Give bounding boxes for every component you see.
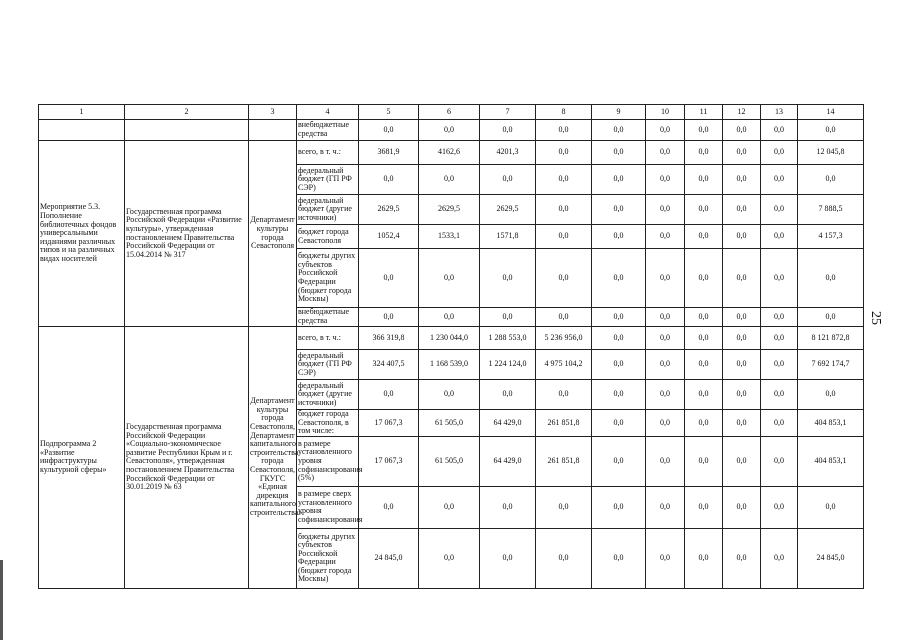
value-cell: 1571,8	[480, 225, 536, 249]
value-cell: 0,0	[536, 528, 592, 588]
value-cell: 0,0	[646, 120, 685, 141]
header-cell: 8	[536, 105, 592, 120]
scan-edge-mark	[0, 560, 3, 640]
table-row	[39, 327, 864, 350]
value-cell: 0,0	[592, 141, 646, 165]
value-cell: 4 157,3	[798, 225, 864, 249]
value-cell: 0,0	[536, 225, 592, 249]
value-cell: 0,0	[646, 410, 685, 437]
value-cell: 0,0	[592, 410, 646, 437]
value-cell: 0,0	[761, 249, 798, 308]
value-cell: 17 067,3	[359, 436, 419, 486]
value-cell: 0,0	[761, 165, 798, 195]
funding-source-cell: всего, в т. ч.:	[297, 141, 359, 165]
value-cell: 0,0	[685, 327, 723, 350]
header-cell: 11	[685, 105, 723, 120]
value-cell: 0,0	[723, 528, 761, 588]
value-cell: 404 853,1	[798, 410, 864, 437]
funding-source-cell: всего, в т. ч.:	[297, 327, 359, 350]
value-cell: 0,0	[646, 195, 685, 225]
value-cell: 0,0	[646, 380, 685, 410]
value-cell: 0,0	[798, 120, 864, 141]
value-cell: 61 505,0	[419, 436, 480, 486]
value-cell: 0,0	[592, 225, 646, 249]
table-row	[39, 120, 864, 141]
value-cell: 0,0	[592, 195, 646, 225]
funding-source-cell: внебюджетные средства	[297, 308, 359, 327]
header-cell: 6	[419, 105, 480, 120]
value-cell: 12 045,8	[798, 141, 864, 165]
value-cell: 0,0	[592, 165, 646, 195]
executor-cell: Департамент культуры города Севастополя, Департамент капитального строительства города Севастополя, ГКУГС «Единая дирекция капитального строительства»	[249, 327, 297, 589]
value-cell: 0,0	[480, 165, 536, 195]
executor-cell: Департамент культуры города Севастополя	[249, 141, 297, 327]
budget-table	[38, 104, 864, 589]
value-cell: 0,0	[723, 165, 761, 195]
value-cell: 7 692 174,7	[798, 350, 864, 380]
value-cell: 0,0	[723, 249, 761, 308]
value-cell: 0,0	[723, 436, 761, 486]
value-cell: 1 168 539,0	[419, 350, 480, 380]
blank-cell	[249, 120, 297, 141]
value-cell: 3681,9	[359, 141, 419, 165]
value-cell: 0,0	[419, 486, 480, 528]
header-cell: 5	[359, 105, 419, 120]
value-cell: 0,0	[646, 165, 685, 195]
value-cell: 0,0	[359, 308, 419, 327]
value-cell: 0,0	[646, 350, 685, 380]
value-cell: 0,0	[685, 141, 723, 165]
value-cell: 0,0	[761, 225, 798, 249]
value-cell: 0,0	[480, 308, 536, 327]
value-cell: 0,0	[798, 380, 864, 410]
value-cell: 0,0	[536, 141, 592, 165]
value-cell: 0,0	[480, 249, 536, 308]
header-cell: 13	[761, 105, 798, 120]
funding-source-cell: бюджет города Севастополя, в том числе:	[297, 410, 359, 437]
value-cell: 0,0	[480, 120, 536, 141]
value-cell: 64 429,0	[480, 436, 536, 486]
value-cell: 0,0	[592, 249, 646, 308]
value-cell: 0,0	[761, 436, 798, 486]
value-cell: 0,0	[592, 380, 646, 410]
value-cell: 1533,1	[419, 225, 480, 249]
funding-source-cell: федеральный бюджет (другие источники)	[297, 380, 359, 410]
value-cell: 366 319,8	[359, 327, 419, 350]
value-cell: 0,0	[723, 327, 761, 350]
value-cell: 0,0	[536, 249, 592, 308]
value-cell: 0,0	[798, 249, 864, 308]
value-cell: 0,0	[480, 380, 536, 410]
value-cell: 4162,6	[419, 141, 480, 165]
header-cell: 10	[646, 105, 685, 120]
header-cell: 7	[480, 105, 536, 120]
value-cell: 0,0	[536, 308, 592, 327]
value-cell: 0,0	[798, 308, 864, 327]
value-cell: 61 505,0	[419, 410, 480, 437]
value-cell: 0,0	[723, 225, 761, 249]
header-cell: 4	[297, 105, 359, 120]
funding-source-cell: внебюджетные средства	[297, 120, 359, 141]
value-cell: 0,0	[646, 308, 685, 327]
value-cell: 7 888,5	[798, 195, 864, 225]
value-cell: 0,0	[761, 327, 798, 350]
program-name-cell: Государственная программа Российской Федерации «Социально-экономическое развитие Республики Крым и г. Севастополя», утвержденная постановлением Правительства Российской Федерации от 30.01.2019 № 63	[125, 327, 249, 589]
value-cell: 5 236 956,0	[536, 327, 592, 350]
funding-source-cell: в размере сверх установленного уровня софинансирования	[297, 486, 359, 528]
value-cell: 0,0	[480, 486, 536, 528]
value-cell: 0,0	[592, 350, 646, 380]
funding-source-cell: бюджет города Севастополя	[297, 225, 359, 249]
value-cell: 0,0	[646, 528, 685, 588]
value-cell: 1 230 044,0	[419, 327, 480, 350]
table-row	[39, 141, 864, 165]
funding-source-cell: федеральный бюджет (ГП РФ СЭР)	[297, 165, 359, 195]
value-cell: 2629,5	[359, 195, 419, 225]
value-cell: 0,0	[723, 486, 761, 528]
value-cell: 0,0	[592, 327, 646, 350]
value-cell: 0,0	[685, 165, 723, 195]
value-cell: 0,0	[761, 195, 798, 225]
header-cell: 3	[249, 105, 297, 120]
blank-cell	[125, 120, 249, 141]
value-cell: 0,0	[359, 165, 419, 195]
page-number: 25	[868, 311, 883, 325]
value-cell: 0,0	[685, 380, 723, 410]
value-cell: 0,0	[761, 410, 798, 437]
value-cell: 0,0	[798, 486, 864, 528]
value-cell: 8 121 872,8	[798, 327, 864, 350]
value-cell: 0,0	[536, 165, 592, 195]
value-cell: 0,0	[761, 120, 798, 141]
value-cell: 0,0	[646, 249, 685, 308]
subprogram-name-cell: Подпрограмма 2 «Развитие инфраструктуры культурной сферы»	[39, 327, 125, 589]
value-cell: 0,0	[536, 120, 592, 141]
value-cell: 0,0	[419, 165, 480, 195]
value-cell: 4 975 104,2	[536, 350, 592, 380]
value-cell: 0,0	[685, 436, 723, 486]
value-cell: 0,0	[359, 380, 419, 410]
value-cell: 17 067,3	[359, 410, 419, 437]
header-cell: 1	[39, 105, 125, 120]
value-cell: 0,0	[685, 120, 723, 141]
value-cell: 0,0	[685, 249, 723, 308]
header-cell: 14	[798, 105, 864, 120]
value-cell: 0,0	[419, 120, 480, 141]
value-cell: 0,0	[359, 249, 419, 308]
value-cell: 0,0	[536, 195, 592, 225]
header-row	[39, 105, 864, 120]
value-cell: 0,0	[592, 120, 646, 141]
value-cell: 0,0	[646, 141, 685, 165]
value-cell: 0,0	[723, 308, 761, 327]
value-cell: 24 845,0	[359, 528, 419, 588]
value-cell: 324 407,5	[359, 350, 419, 380]
value-cell: 0,0	[685, 308, 723, 327]
header-cell: 12	[723, 105, 761, 120]
value-cell: 0,0	[592, 436, 646, 486]
value-cell: 0,0	[761, 380, 798, 410]
value-cell: 0,0	[592, 486, 646, 528]
value-cell: 261 851,8	[536, 410, 592, 437]
value-cell: 0,0	[723, 195, 761, 225]
value-cell: 0,0	[685, 528, 723, 588]
value-cell: 2629,5	[480, 195, 536, 225]
value-cell: 0,0	[646, 486, 685, 528]
value-cell: 0,0	[419, 249, 480, 308]
value-cell: 0,0	[685, 350, 723, 380]
value-cell: 1 224 124,0	[480, 350, 536, 380]
value-cell: 4201,3	[480, 141, 536, 165]
value-cell: 0,0	[761, 486, 798, 528]
value-cell: 0,0	[798, 165, 864, 195]
value-cell: 0,0	[685, 486, 723, 528]
value-cell: 0,0	[359, 120, 419, 141]
value-cell: 0,0	[536, 380, 592, 410]
value-cell: 0,0	[761, 308, 798, 327]
activity-name-cell: Мероприятие 5.3. Пополнение библиотечных фондов универсальными изданиями различных типов и на различных видах носителей	[39, 141, 125, 327]
funding-source-cell: бюджеты других субъектов Российской Федерации (бюджет города Москвы)	[297, 528, 359, 588]
value-cell: 261 851,8	[536, 436, 592, 486]
header-cell: 2	[125, 105, 249, 120]
value-cell: 0,0	[646, 327, 685, 350]
value-cell: 0,0	[592, 528, 646, 588]
value-cell: 2629,5	[419, 195, 480, 225]
value-cell: 0,0	[761, 350, 798, 380]
value-cell: 0,0	[480, 528, 536, 588]
value-cell: 0,0	[536, 486, 592, 528]
value-cell: 0,0	[646, 436, 685, 486]
value-cell: 0,0	[685, 225, 723, 249]
value-cell: 24 845,0	[798, 528, 864, 588]
header-cell: 9	[592, 105, 646, 120]
value-cell: 0,0	[761, 141, 798, 165]
funding-source-cell: федеральный бюджет (другие источники)	[297, 195, 359, 225]
value-cell: 0,0	[359, 486, 419, 528]
value-cell: 0,0	[646, 225, 685, 249]
value-cell: 0,0	[723, 141, 761, 165]
blank-cell	[39, 120, 125, 141]
value-cell: 0,0	[723, 120, 761, 141]
value-cell: 0,0	[723, 380, 761, 410]
value-cell: 0,0	[419, 308, 480, 327]
value-cell: 1052,4	[359, 225, 419, 249]
value-cell: 0,0	[761, 528, 798, 588]
value-cell: 0,0	[685, 410, 723, 437]
value-cell: 0,0	[592, 308, 646, 327]
funding-source-cell: в размере установленного уровня софинансирования (5%)	[297, 436, 359, 486]
value-cell: 0,0	[723, 410, 761, 437]
value-cell: 64 429,0	[480, 410, 536, 437]
value-cell: 0,0	[723, 350, 761, 380]
funding-source-cell: федеральный бюджет (ГП РФ СЭР)	[297, 350, 359, 380]
program-name-cell: Государственная программа Российской Федерации «Развитие культуры», утвержденная постановлением Правительства Российской Федерации от 15.04.2014 № 317	[125, 141, 249, 327]
funding-source-cell: бюджеты других субъектов Российской Федерации (бюджет города Москвы)	[297, 249, 359, 308]
value-cell: 0,0	[419, 528, 480, 588]
value-cell: 0,0	[419, 380, 480, 410]
value-cell: 0,0	[685, 195, 723, 225]
value-cell: 1 288 553,0	[480, 327, 536, 350]
value-cell: 404 853,1	[798, 436, 864, 486]
